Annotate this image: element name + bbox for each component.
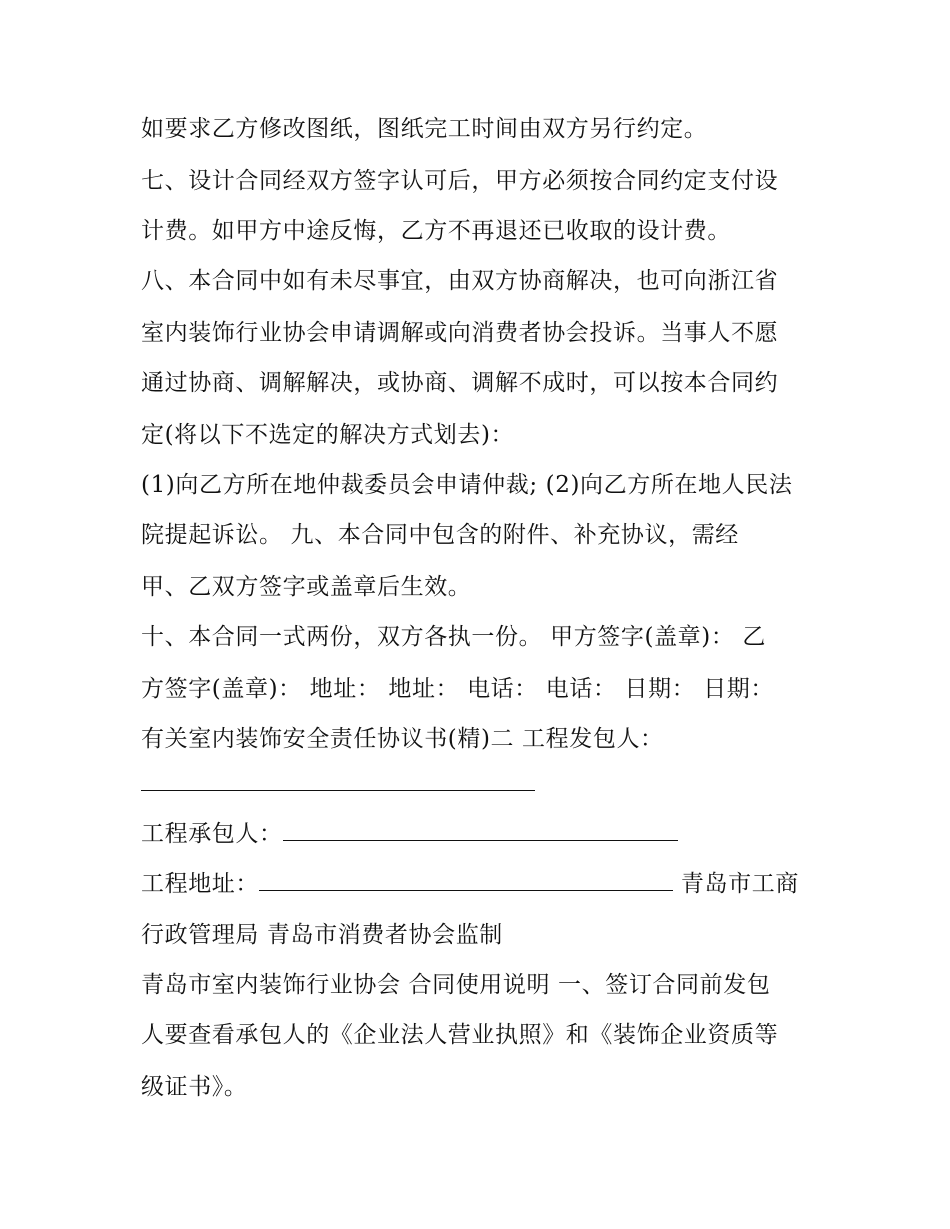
site-blank[interactable] <box>259 868 673 891</box>
text-line: 七、设计合同经双方签字认可后，甲方必须按合同约定支付设 <box>141 168 779 194</box>
text-line: 有关室内装饰安全责任协议书(精)二 工程发包人： <box>141 726 664 752</box>
text-line: 甲、乙双方签字或盖章后生效。 <box>141 574 472 600</box>
text-line: 室内装饰行业协会申请调解或向消费者协会投诉。当事人不愿 <box>141 320 779 346</box>
text-line: 定(将以下不选定的解决方式划去)： <box>141 422 515 448</box>
text-line: 级证书》。 <box>141 1074 248 1100</box>
text-line: (1)向乙方所在地仲裁委员会申请仲裁; (2)向乙方所在地人民法 <box>141 472 793 498</box>
text-line: 人要查看承包人的《企业法人营业执照》和《装饰企业资质等 <box>141 1022 779 1048</box>
text-line: 方签字(盖章)： 地址： 地址： 电话： 电话： 日期： 日期： <box>141 676 775 702</box>
text-line: 青岛市室内装饰行业协会 合同使用说明 一、签订合同前发包 <box>141 972 771 998</box>
text-line: 通过协商、调解解决，或协商、调解不成时，可以按本合同约 <box>141 370 779 396</box>
fill-in-blank[interactable] <box>141 768 535 791</box>
issuer-blank-line <box>141 768 821 799</box>
site-label: 工程地址： <box>141 871 259 897</box>
text-line: 计费。如甲方中途反悔，乙方不再退还已收取的设计费。 <box>141 218 731 244</box>
contractor-line <box>141 818 821 849</box>
text-line: 如要求乙方修改图纸，图纸完工时间由双方另行约定。 <box>141 116 708 142</box>
site-suffix: 青岛市工商 <box>680 871 799 897</box>
text-line: 行政管理局 青岛市消费者协会监制 <box>141 922 503 948</box>
site-line <box>141 868 821 899</box>
contractor-label: 工程承包人： <box>141 821 283 847</box>
text-line: 院提起诉讼。 九、本合同中包含的附件、补充协议，需经 <box>141 522 739 548</box>
text-line: 八、本合同中如有未尽事宜，由双方协商解决，也可向浙江省 <box>141 268 779 294</box>
text-line: 十、本合同一式两份，双方各执一份。 甲方签字(盖章)： 乙 <box>141 624 766 650</box>
contractor-blank[interactable] <box>283 818 678 841</box>
